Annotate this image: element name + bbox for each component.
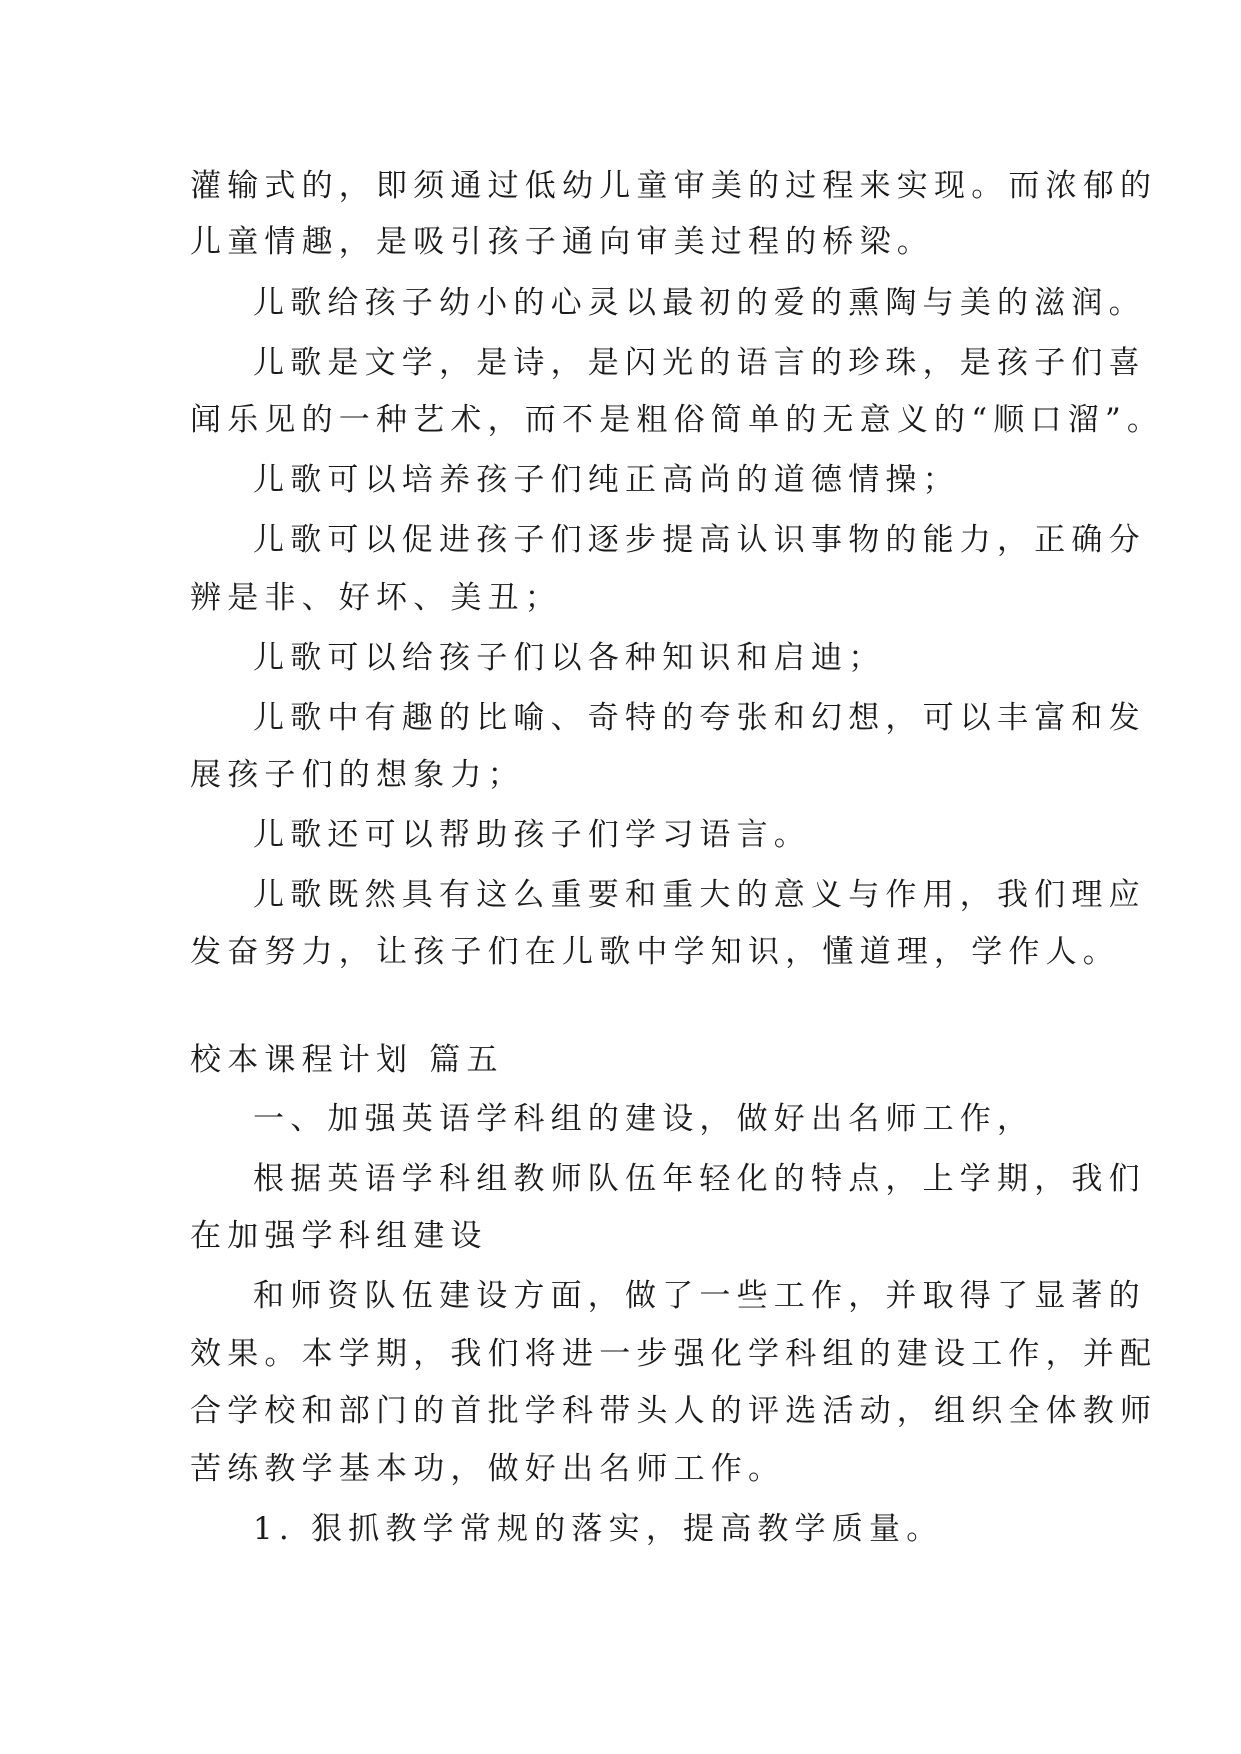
- text-line: 根据英语学科组教师队伍年轻化的特点，上学期，我们: [253, 1161, 1146, 1197]
- text-line: 儿歌既然具有这么重要和重大的意义与作用，我们理应: [253, 877, 1146, 913]
- text-line: 儿歌可以给孩子们以各种知识和启迪；: [253, 640, 886, 676]
- text-line: 闻乐见的一种艺术，而不是粗俗简单的无意义的“顺口溜”。: [190, 402, 1165, 438]
- text-line: 儿歌是文学，是诗，是闪光的语言的珍珠，是孩子们喜: [253, 345, 1146, 381]
- section-heading: 校本课程计划 篇五: [190, 1042, 504, 1078]
- text-line: 苦练教学基本功，做好出名师工作。: [190, 1451, 786, 1487]
- text-line: 和师资队伍建设方面，做了一些工作，并取得了显著的: [253, 1278, 1146, 1314]
- text-line: 儿歌给孩子幼小的心灵以最初的爱的熏陶与美的滋润。: [253, 285, 1146, 321]
- text-line: 一、加强英语学科组的建设，做好出名师工作，: [253, 1101, 1035, 1137]
- text-line: 灌输式的，即须通过低幼儿童审美的过程来实现。而浓郁的: [190, 168, 1158, 204]
- text-line: 效果。本学期，我们将进一步强化学科组的建设工作，并配: [190, 1336, 1158, 1372]
- text-line: 展孩子们的想象力；: [190, 757, 525, 793]
- text-line: 儿歌可以培养孩子们纯正高尚的道德情操；: [253, 462, 960, 498]
- text-line: 辨是非、好坏、美丑；: [190, 580, 562, 616]
- text-line: 发奋努力，让孩子们在儿歌中学知识，懂道理，学作人。: [190, 934, 1120, 970]
- text-line: 合学校和部门的首批学科带头人的评选活动，组织全体教师: [190, 1393, 1158, 1429]
- text-line: 儿歌还可以帮助孩子们学习语言。: [253, 817, 811, 853]
- text-line: 儿歌可以促进孩子们逐步提高认识事物的能力，正确分: [253, 522, 1146, 558]
- text-line: 儿童情趣，是吸引孩子通向审美过程的桥梁。: [190, 224, 934, 260]
- text-line: 儿歌中有趣的比喻、奇特的夸张和幻想，可以丰富和发: [253, 700, 1146, 736]
- text-line: 1. 狠抓教学常规的落实，提高教学质量。: [253, 1511, 944, 1547]
- text-line: 在加强学科组建设: [190, 1218, 488, 1254]
